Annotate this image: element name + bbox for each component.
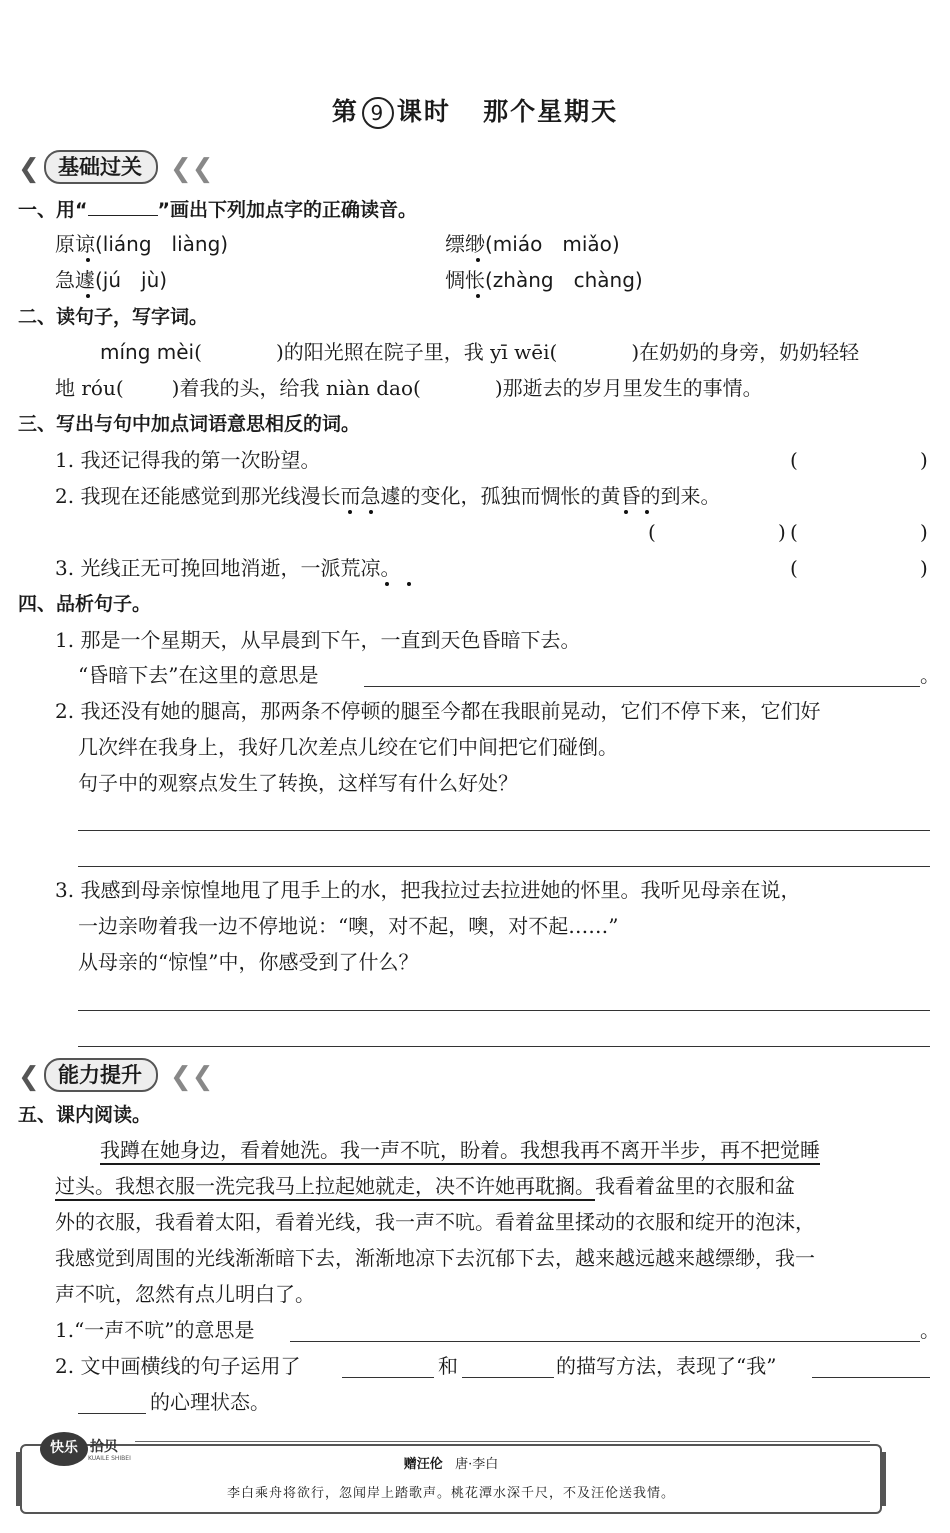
logo-subtext: KUAILE SHIBEI bbox=[88, 1455, 131, 1462]
q4-sentence-2b: 几次绊在我身上，我好几次差点儿绞在它们中间把它们碰倒。 bbox=[78, 735, 618, 759]
emphasis-dot bbox=[407, 582, 411, 586]
lesson-number: 9 bbox=[362, 97, 394, 129]
emphasis-dot bbox=[624, 510, 628, 514]
q5-question-2a: 2. 文中画横线的句子运用了 bbox=[55, 1354, 301, 1378]
q5-text: 我看着盆里的衣服和盆 bbox=[595, 1174, 795, 1198]
emphasis-dot bbox=[86, 258, 90, 262]
q1-item-3[interactable] bbox=[55, 268, 167, 292]
q2-text-5: )着我的头，给我 niàn dao( bbox=[171, 376, 421, 400]
q1-word: 急遽 bbox=[55, 268, 95, 292]
q1-heading-a: 一、用“ bbox=[18, 199, 88, 221]
q1-heading bbox=[18, 198, 417, 222]
title-prefix: 第 bbox=[331, 97, 359, 126]
q1-word: 缥缈 bbox=[445, 232, 485, 256]
q5-question-2c: 的描写方法，表现了“我” bbox=[556, 1354, 777, 1378]
q5-answer-blank-4[interactable] bbox=[78, 1413, 146, 1414]
q5-line-2 bbox=[55, 1174, 795, 1198]
logo-text: 拾贝 bbox=[90, 1439, 118, 1455]
lesson-name: 那个星期天 bbox=[483, 97, 619, 126]
q1-word: 原谅 bbox=[55, 232, 95, 256]
poem-text: 李白乘舟将欲行，忽闻岸上踏歌声。桃花潭水深千尺，不及汪伦送我情。 bbox=[226, 1486, 675, 1501]
chevron-left-icon: ❮ bbox=[18, 1062, 40, 1092]
q4-answer-line-2a[interactable] bbox=[78, 830, 930, 831]
footer-poem-box bbox=[20, 1444, 882, 1514]
q5-answer-blank-3[interactable] bbox=[812, 1377, 930, 1378]
q5-heading: 五、课内阅读。 bbox=[18, 1104, 152, 1126]
q4-sentence-3a: 3. 我感到母亲惊惶地甩了甩手上的水，把我拉过去拉进她的怀里。我听见母亲在说， bbox=[55, 878, 801, 902]
emphasis-dot bbox=[348, 510, 352, 514]
q2-text-3: )在奶奶的身旁，奶奶轻轻 bbox=[631, 340, 860, 364]
page-title bbox=[0, 92, 950, 129]
emphasis-dot bbox=[369, 510, 373, 514]
banner-label: 基础过关 bbox=[44, 150, 158, 184]
q5-question-1: 1.“一声不吭”的意思是 bbox=[55, 1318, 255, 1342]
q5-answer-blank-1[interactable] bbox=[342, 1377, 434, 1378]
paren-close: ) bbox=[778, 520, 786, 544]
q1-options: (miáo miǎo) bbox=[485, 232, 620, 256]
q1-word: 惆怅 bbox=[445, 268, 485, 292]
q2-text-2: )的阳光照在院子里，我 yī wēi( bbox=[275, 340, 558, 364]
q5-line-4: 我感觉到周围的光线渐渐暗下去，渐渐地凉下去沉郁下去，越来越远越来越缥缈，我一 bbox=[55, 1246, 815, 1270]
q3-answer-1[interactable] bbox=[800, 448, 915, 472]
paren-open: ( bbox=[790, 448, 798, 472]
underlined-sentence: 我蹲在她身边，看着她洗。我一声不吭，盼着。我想我再不离开半步，再不把觉睡 bbox=[100, 1138, 820, 1162]
chevron-double-left-icon: ❮❮ bbox=[170, 1062, 214, 1092]
q3-answer-2a[interactable] bbox=[660, 520, 775, 544]
chevron-left-icon: ❮ bbox=[18, 154, 40, 184]
q4-question-1: “昏暗下去”在这里的意思是 bbox=[78, 663, 319, 687]
emphasis-dot bbox=[86, 294, 90, 298]
paren-close: ) bbox=[920, 556, 928, 580]
underlined-sentence: 过头。我想衣服一洗完我马上拉起她就走，决不许她再耽搁。 bbox=[55, 1174, 595, 1198]
chevron-double-left-icon: ❮❮ bbox=[170, 154, 214, 184]
q5-answer-line-1[interactable] bbox=[290, 1341, 920, 1342]
q4-sentence-3b: 一边亲吻着我一边不停地说：“噢，对不起，噢，对不起……” bbox=[78, 914, 619, 938]
q1-options: (zhàng chàng) bbox=[485, 268, 643, 292]
pinyin-1: míng mèi bbox=[100, 340, 195, 364]
q4-sentence-1: 1. 那是一个星期天，从早晨到下午，一直到天色昏暗下去。 bbox=[55, 628, 581, 652]
emphasis-dot bbox=[476, 258, 480, 262]
footer-rule bbox=[135, 1441, 870, 1442]
poem-author: 唐·李白 bbox=[455, 1457, 499, 1472]
banner-label: 能力提升 bbox=[44, 1058, 158, 1092]
q5-answer-blank-2[interactable] bbox=[462, 1377, 554, 1378]
paren-open: ( bbox=[194, 340, 202, 364]
q1-options: (liáng liàng) bbox=[95, 232, 229, 256]
q3-item-2: 2. 我现在还能感觉到那光线漫长而急遽的变化，孤独而惆怅的黄昏的到来。 bbox=[55, 484, 721, 508]
paren-open: ( bbox=[790, 520, 798, 544]
q5-question-2b: 和 bbox=[438, 1354, 458, 1378]
emphasis-dot bbox=[385, 582, 389, 586]
poem-heading bbox=[22, 1453, 880, 1472]
answer-line-sample bbox=[88, 201, 158, 216]
q1-heading-b: ”画出下列加点字的正确读音。 bbox=[157, 199, 417, 221]
q4-answer-line-1[interactable] bbox=[364, 686, 920, 687]
q2-text-6: )那逝去的岁月里发生的事情。 bbox=[494, 376, 763, 400]
q1-item-1[interactable] bbox=[55, 232, 228, 256]
q2-heading: 二、读句子，写字词。 bbox=[18, 306, 209, 328]
q5-line-1 bbox=[100, 1138, 820, 1162]
emphasis-dot bbox=[476, 294, 480, 298]
q5-question-2d: 的心理状态。 bbox=[150, 1390, 270, 1414]
q3-item-3: 3. 光线正无可挽回地消逝，一派荒凉。 bbox=[55, 556, 401, 580]
q5-line-3: 外的衣服，我看着太阳，看着光线，我一声不吭。看着盆里揉动的衣服和绽开的泡沫， bbox=[55, 1210, 815, 1234]
q4-question-2: 句子中的观察点发生了转换，这样写有什么好处？ bbox=[78, 771, 518, 795]
q2-text-4: 地 róu( bbox=[55, 376, 124, 400]
q1-options: (jú jù) bbox=[95, 268, 168, 292]
section-banner-advanced bbox=[18, 1058, 214, 1092]
q4-sentence-2a: 2. 我还没有她的腿高，那两条不停顿的腿至今都在我眼前晃动，它们不停下来，它们好 bbox=[55, 699, 821, 723]
paren-close: ) bbox=[920, 520, 928, 544]
q4-answer-line-3b[interactable] bbox=[78, 1046, 930, 1047]
paren-open: ( bbox=[790, 556, 798, 580]
period: 。 bbox=[920, 1318, 940, 1342]
logo-icon: 快乐 bbox=[40, 1432, 88, 1466]
q4-question-3: 从母亲的“惊惶”中，你感受到了什么？ bbox=[78, 950, 419, 974]
title-suffix: 课时 bbox=[396, 97, 451, 126]
emphasis-dot bbox=[645, 510, 649, 514]
q2-line-2 bbox=[55, 376, 763, 400]
q1-item-2[interactable] bbox=[445, 232, 620, 256]
paren-open: ( bbox=[648, 520, 656, 544]
q1-item-4[interactable] bbox=[445, 268, 643, 292]
q3-answer-3[interactable] bbox=[800, 556, 915, 580]
q3-item-1: 1. 我还记得我的第一次盼望。 bbox=[55, 448, 321, 472]
q3-heading: 三、写出与句中加点词语意思相反的词。 bbox=[18, 413, 361, 435]
q3-answer-2b[interactable] bbox=[800, 520, 915, 544]
paren-close: ) bbox=[920, 448, 928, 472]
period: 。 bbox=[920, 663, 940, 687]
q4-answer-line-3a[interactable] bbox=[78, 1010, 930, 1011]
section-banner-basic bbox=[18, 150, 214, 184]
q5-line-5: 声不吭，忽然有点儿明白了。 bbox=[55, 1282, 315, 1306]
q4-answer-line-2b[interactable] bbox=[78, 866, 930, 867]
q2-line-1 bbox=[100, 340, 859, 364]
q4-heading: 四、品析句子。 bbox=[18, 593, 152, 615]
poem-title: 赠汪伦 bbox=[403, 1457, 443, 1472]
